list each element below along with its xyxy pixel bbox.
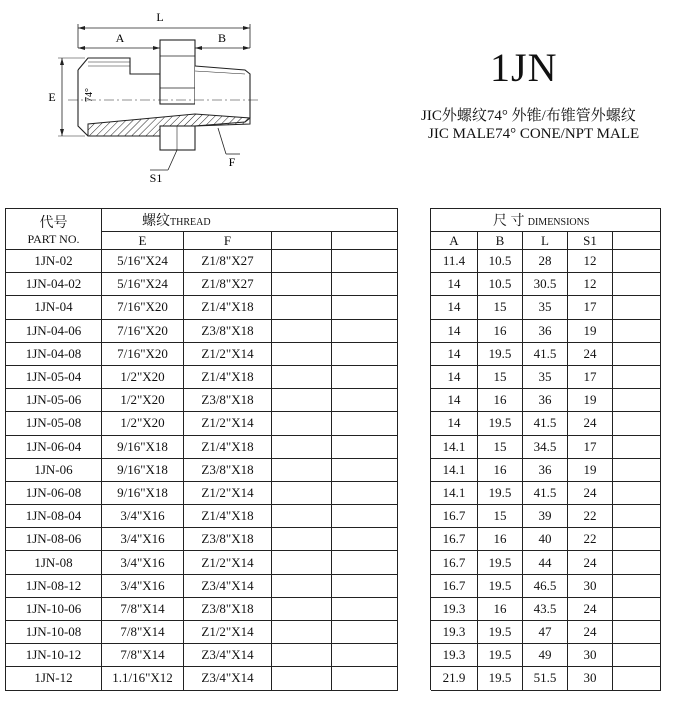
- thread-E-cell: 3/4"X16: [102, 505, 184, 528]
- table-gap: [398, 209, 431, 250]
- header-dim-cn: 尺 寸: [493, 214, 525, 229]
- blank-cell: [613, 296, 661, 319]
- blank-cell: [332, 412, 398, 435]
- gap-cell: [398, 389, 431, 412]
- blank-cell: [272, 319, 332, 342]
- part-cell: 1JN-04-08: [6, 342, 102, 365]
- dim-A-cell: 14: [431, 319, 478, 342]
- dim-L-cell: 36: [523, 458, 568, 481]
- blank-cell: [272, 667, 332, 690]
- dim-A-cell: 14: [431, 342, 478, 365]
- blank-cell: [613, 597, 661, 620]
- blank-cell: [332, 505, 398, 528]
- dim-B-cell: 19.5: [478, 644, 523, 667]
- blank-cell: [613, 574, 661, 597]
- label-S1: S1: [149, 171, 163, 185]
- gap-cell: [398, 412, 431, 435]
- dim-S1-cell: 24: [568, 621, 613, 644]
- fitting-drawing: [40, 8, 280, 188]
- table-row: [6, 481, 661, 504]
- thread-E-cell: 5/16"X24: [102, 250, 184, 273]
- blank-cell: [613, 435, 661, 458]
- dim-L-cell: 35: [523, 365, 568, 388]
- dim-A-cell: 14: [431, 296, 478, 319]
- dim-B-cell: 16: [478, 528, 523, 551]
- table-row: [6, 250, 661, 273]
- thread-E-cell: 5/16"X24: [102, 273, 184, 296]
- dim-A-cell: 14: [431, 273, 478, 296]
- header-L: L: [523, 232, 568, 250]
- gap-cell: [398, 342, 431, 365]
- thread-E-cell: 3/4"X16: [102, 574, 184, 597]
- dim-A-cell: 14.1: [431, 435, 478, 458]
- dim-L-cell: 36: [523, 319, 568, 342]
- part-cell: 1JN-08: [6, 551, 102, 574]
- dim-B-cell: 19.5: [478, 667, 523, 690]
- dim-L-cell: 34.5: [523, 435, 568, 458]
- part-cell: 1JN-06: [6, 458, 102, 481]
- header-part-en: PART NO.: [27, 231, 80, 246]
- table-row: [6, 574, 661, 597]
- dim-A-cell: 19.3: [431, 597, 478, 620]
- blank-cell: [332, 621, 398, 644]
- header-A: A: [431, 232, 478, 250]
- label-B: B: [217, 31, 227, 45]
- header-thread-en: THREAD: [170, 217, 211, 228]
- blank-cell: [332, 319, 398, 342]
- blank-cell: [613, 481, 661, 504]
- dim-S1-cell: 17: [568, 296, 613, 319]
- blank-cell: [272, 389, 332, 412]
- blank-cell: [332, 389, 398, 412]
- gap-cell: [398, 435, 431, 458]
- blank-cell: [332, 667, 398, 690]
- blank-cell: [613, 319, 661, 342]
- dim-A-cell: 11.4: [431, 250, 478, 273]
- blank-cell: [272, 505, 332, 528]
- thread-F-cell: Z1/4"X18: [184, 296, 272, 319]
- blank-cell: [332, 365, 398, 388]
- dim-L-cell: 51.5: [523, 667, 568, 690]
- dim-L-cell: 44: [523, 551, 568, 574]
- part-cell: 1JN-10-08: [6, 621, 102, 644]
- part-cell: 1JN-04-06: [6, 319, 102, 342]
- header-row-1: [6, 209, 661, 232]
- thread-F-cell: Z1/2"X14: [184, 342, 272, 365]
- table-row: [6, 273, 661, 296]
- dim-S1-cell: 19: [568, 458, 613, 481]
- header-blank-2: [332, 232, 398, 250]
- thread-F-cell: Z3/8"X18: [184, 389, 272, 412]
- part-cell: 1JN-02: [6, 250, 102, 273]
- thread-E-cell: 7/8"X14: [102, 621, 184, 644]
- thread-F-cell: Z1/4"X18: [184, 505, 272, 528]
- dim-A-cell: 19.3: [431, 621, 478, 644]
- part-cell: 1JN-05-04: [6, 365, 102, 388]
- dim-S1-cell: 22: [568, 528, 613, 551]
- blank-cell: [272, 365, 332, 388]
- table-row: [6, 505, 661, 528]
- blank-cell: [332, 574, 398, 597]
- thread-E-cell: 1/2"X20: [102, 365, 184, 388]
- thread-E-cell: 3/4"X16: [102, 551, 184, 574]
- gap-cell: [398, 458, 431, 481]
- label-F: F: [228, 155, 236, 169]
- thread-F-cell: Z1/2"X14: [184, 481, 272, 504]
- blank-cell: [613, 528, 661, 551]
- dim-B-cell: 10.5: [478, 250, 523, 273]
- blank-cell: [272, 412, 332, 435]
- gap-cell: [398, 273, 431, 296]
- dim-B-cell: 16: [478, 389, 523, 412]
- thread-F-cell: Z1/2"X14: [184, 412, 272, 435]
- part-cell: 1JN-12: [6, 667, 102, 690]
- dim-S1-cell: 12: [568, 273, 613, 296]
- dim-A-cell: 14: [431, 412, 478, 435]
- dim-L-cell: 43.5: [523, 597, 568, 620]
- dim-B-cell: 19.5: [478, 412, 523, 435]
- blank-cell: [272, 574, 332, 597]
- thread-F-cell: Z1/4"X18: [184, 435, 272, 458]
- header-F: F: [184, 232, 272, 250]
- header-thread: [102, 209, 398, 232]
- dim-A-cell: 16.7: [431, 528, 478, 551]
- table-row: [6, 528, 661, 551]
- part-cell: 1JN-04-02: [6, 273, 102, 296]
- blank-cell: [613, 273, 661, 296]
- label-A: A: [115, 31, 125, 45]
- table-row: [6, 435, 661, 458]
- dim-A-cell: 19.3: [431, 644, 478, 667]
- dim-B-cell: 10.5: [478, 273, 523, 296]
- blank-cell: [332, 644, 398, 667]
- table-row: [6, 412, 661, 435]
- thread-E-cell: 7/8"X14: [102, 597, 184, 620]
- table-row: [6, 458, 661, 481]
- part-cell: 1JN-08-06: [6, 528, 102, 551]
- dim-L-cell: 41.5: [523, 412, 568, 435]
- thread-F-cell: Z1/8"X27: [184, 273, 272, 296]
- label-E: E: [48, 90, 56, 104]
- dim-L-cell: 41.5: [523, 342, 568, 365]
- dim-L-cell: 40: [523, 528, 568, 551]
- dim-A-cell: 14: [431, 389, 478, 412]
- thread-F-cell: Z3/8"X18: [184, 597, 272, 620]
- blank-cell: [272, 528, 332, 551]
- thread-E-cell: 9/16"X18: [102, 435, 184, 458]
- dim-L-cell: 30.5: [523, 273, 568, 296]
- blank-cell: [613, 389, 661, 412]
- blank-cell: [272, 273, 332, 296]
- blank-cell: [332, 342, 398, 365]
- blank-cell: [272, 644, 332, 667]
- dim-S1-cell: 17: [568, 435, 613, 458]
- blank-cell: [272, 481, 332, 504]
- blank-cell: [272, 551, 332, 574]
- dim-L-cell: 49: [523, 644, 568, 667]
- blank-cell: [332, 435, 398, 458]
- label-L: L: [156, 10, 164, 24]
- dim-B-cell: 15: [478, 296, 523, 319]
- blank-cell: [272, 435, 332, 458]
- thread-E-cell: 7/16"X20: [102, 342, 184, 365]
- thread-F-cell: Z1/4"X18: [184, 365, 272, 388]
- dim-B-cell: 19.5: [478, 481, 523, 504]
- blank-cell: [272, 597, 332, 620]
- description-english: JIC MALE74° CONE/NPT MALE: [428, 126, 640, 142]
- blank-cell: [613, 365, 661, 388]
- dim-B-cell: 19.5: [478, 551, 523, 574]
- dim-B-cell: 15: [478, 365, 523, 388]
- dim-S1-cell: 22: [568, 505, 613, 528]
- gap-cell: [398, 621, 431, 644]
- blank-cell: [613, 551, 661, 574]
- blank-cell: [613, 644, 661, 667]
- header-blank-1: [272, 232, 332, 250]
- gap-cell: [398, 505, 431, 528]
- dim-B-cell: 16: [478, 458, 523, 481]
- dim-B-cell: 19.5: [478, 342, 523, 365]
- dim-A-cell: 16.7: [431, 574, 478, 597]
- table-row: [6, 644, 661, 667]
- dim-A-cell: 14.1: [431, 458, 478, 481]
- table-row: [6, 389, 661, 412]
- thread-E-cell: 3/4"X16: [102, 528, 184, 551]
- dim-S1-cell: 30: [568, 644, 613, 667]
- header-row-2: [6, 232, 661, 250]
- dim-L-cell: 36: [523, 389, 568, 412]
- blank-cell: [613, 458, 661, 481]
- thread-F-cell: Z1/2"X14: [184, 551, 272, 574]
- dim-S1-cell: 24: [568, 342, 613, 365]
- model-title: 1JN: [490, 45, 558, 90]
- dim-B-cell: 19.5: [478, 574, 523, 597]
- dim-L-cell: 39: [523, 505, 568, 528]
- blank-cell: [332, 296, 398, 319]
- blank-cell: [332, 250, 398, 273]
- dim-S1-cell: 19: [568, 319, 613, 342]
- dim-S1-cell: 30: [568, 667, 613, 690]
- thread-F-cell: Z3/4"X14: [184, 667, 272, 690]
- thread-E-cell: 7/16"X20: [102, 319, 184, 342]
- blank-cell: [332, 528, 398, 551]
- thread-E-cell: 1/2"X20: [102, 389, 184, 412]
- blank-cell: [272, 250, 332, 273]
- dim-S1-cell: 12: [568, 250, 613, 273]
- header-B: B: [478, 232, 523, 250]
- gap-cell: [398, 574, 431, 597]
- blank-cell: [613, 412, 661, 435]
- dim-S1-cell: 24: [568, 481, 613, 504]
- gap-cell: [398, 551, 431, 574]
- table-row: [6, 667, 661, 690]
- thread-E-cell: 7/8"X14: [102, 644, 184, 667]
- part-cell: 1JN-10-06: [6, 597, 102, 620]
- thread-F-cell: Z3/8"X18: [184, 458, 272, 481]
- dim-S1-cell: 30: [568, 574, 613, 597]
- dim-B-cell: 16: [478, 319, 523, 342]
- gap-cell: [398, 481, 431, 504]
- gap-cell: [398, 528, 431, 551]
- table-row: [6, 621, 661, 644]
- dim-B-cell: 15: [478, 435, 523, 458]
- dim-A-cell: 16.7: [431, 505, 478, 528]
- dim-L-cell: 41.5: [523, 481, 568, 504]
- table-row: [6, 551, 661, 574]
- blank-cell: [613, 621, 661, 644]
- gap-cell: [398, 319, 431, 342]
- dim-A-cell: 21.9: [431, 667, 478, 690]
- dim-A-cell: 14: [431, 365, 478, 388]
- header-part: [6, 209, 102, 250]
- blank-cell: [272, 458, 332, 481]
- part-cell: 1JN-05-06: [6, 389, 102, 412]
- blank-cell: [332, 481, 398, 504]
- dim-S1-cell: 19: [568, 389, 613, 412]
- thread-E-cell: 1/2"X20: [102, 412, 184, 435]
- table-row: [6, 296, 661, 319]
- gap-cell: [398, 250, 431, 273]
- dim-A-cell: 14.1: [431, 481, 478, 504]
- part-cell: 1JN-06-08: [6, 481, 102, 504]
- dim-L-cell: 47: [523, 621, 568, 644]
- blank-cell: [272, 621, 332, 644]
- blank-cell: [332, 273, 398, 296]
- gap-cell: [398, 365, 431, 388]
- dim-L-cell: 35: [523, 296, 568, 319]
- gap-cell: [398, 296, 431, 319]
- part-cell: 1JN-05-08: [6, 412, 102, 435]
- blank-cell: [332, 458, 398, 481]
- header-dimensions: [431, 209, 661, 232]
- header-part-cn: 代号: [39, 215, 68, 231]
- thread-E-cell: 9/16"X18: [102, 458, 184, 481]
- thread-F-cell: Z1/2"X14: [184, 621, 272, 644]
- dim-B-cell: 16: [478, 597, 523, 620]
- header-dim-en: DIMENSIONS: [527, 217, 590, 228]
- dim-B-cell: 15: [478, 505, 523, 528]
- thread-E-cell: 7/16"X20: [102, 296, 184, 319]
- dim-B-cell: 19.5: [478, 621, 523, 644]
- table-row: [6, 342, 661, 365]
- thread-F-cell: Z3/8"X18: [184, 528, 272, 551]
- blank-cell: [613, 505, 661, 528]
- blank-cell: [332, 551, 398, 574]
- gap-cell: [398, 667, 431, 690]
- description-chinese: JIC外螺纹74° 外锥/布锥管外螺纹: [421, 108, 636, 124]
- dim-L-cell: 28: [523, 250, 568, 273]
- part-cell: 1JN-04: [6, 296, 102, 319]
- part-cell: 1JN-06-04: [6, 435, 102, 458]
- dim-S1-cell: 24: [568, 551, 613, 574]
- thread-E-cell: 1.1/16"X12: [102, 667, 184, 690]
- dim-S1-cell: 24: [568, 412, 613, 435]
- header-thread-cn: 螺纹: [142, 214, 170, 229]
- dim-L-cell: 46.5: [523, 574, 568, 597]
- table-body: [6, 250, 661, 691]
- thread-E-cell: 9/16"X18: [102, 481, 184, 504]
- label-angle: 74°: [84, 88, 95, 102]
- blank-cell: [613, 342, 661, 365]
- part-cell: 1JN-08-12: [6, 574, 102, 597]
- part-cell: 1JN-08-04: [6, 505, 102, 528]
- spec-table: [5, 208, 661, 691]
- table-row: [6, 319, 661, 342]
- blank-cell: [332, 597, 398, 620]
- header-S1: S1: [568, 232, 613, 250]
- blank-cell: [272, 342, 332, 365]
- thread-F-cell: Z3/8"X18: [184, 319, 272, 342]
- dim-A-cell: 16.7: [431, 551, 478, 574]
- table-row: [6, 597, 661, 620]
- header-blank-3: [613, 232, 661, 250]
- thread-F-cell: Z1/8"X27: [184, 250, 272, 273]
- thread-F-cell: Z3/4"X14: [184, 644, 272, 667]
- dim-S1-cell: 24: [568, 597, 613, 620]
- blank-cell: [272, 296, 332, 319]
- blank-cell: [613, 667, 661, 690]
- thread-F-cell: Z3/4"X14: [184, 574, 272, 597]
- dim-S1-cell: 17: [568, 365, 613, 388]
- table-row: [6, 365, 661, 388]
- header-E: E: [102, 232, 184, 250]
- gap-cell: [398, 644, 431, 667]
- gap-cell: [398, 597, 431, 620]
- part-cell: 1JN-10-12: [6, 644, 102, 667]
- blank-cell: [613, 250, 661, 273]
